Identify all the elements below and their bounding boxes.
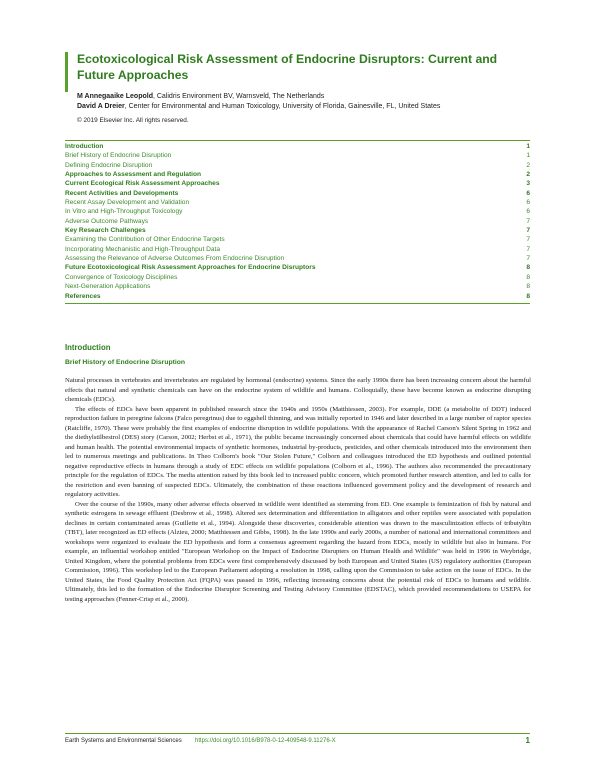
title-accent-bar: [65, 52, 68, 92]
toc-entry-page: 7: [526, 227, 530, 235]
footer-doi-link[interactable]: https://doi.org/10.1016/B978-0-12-409548-9.11276-X: [195, 738, 336, 744]
toc-entry-label: Recent Activities and Developments: [65, 189, 179, 197]
toc-entry-page: 7: [526, 245, 530, 253]
paragraph: Natural processes in vertebrates and invertebrates are regulated by hormonal (endocrine) systems. Since the early 1990s there has been increasing concern about the harmful effects that natural and synthetic chemicals can have on the endocrine system of wildlife and humans. Colloquially, these have become known as endocrine disrupting chemicals (EDCs).: [65, 377, 531, 403]
copyright-notice: © 2019 Elsevier Inc. All rights reserved.: [77, 117, 189, 124]
toc-entry[interactable]: [65, 161, 530, 170]
toc-entry-page: 6: [526, 199, 530, 207]
toc-entry[interactable]: [65, 226, 530, 235]
author-affiliation: , Calidris Environment BV, Warnsveld, The Netherlands: [152, 93, 325, 100]
toc-entry-page: 1: [526, 152, 530, 160]
paragraph: The effects of EDCs have been apparent in published research since the 1940s and 1950s (Matthiessen, 2003). For example, DDE (a metabolite of DDT) induced reproduction failure in peregrine falcons (Falco peregrinus) due to eggshell thinning, and was initially reported in 1946 and later described in a large number of raptor species (Ratcliffe, 1970). These were probably the first examples of endocrine disruption in wildlife populations. With the appearance of Rachel Carson's Silent Spring in 1962 and the diethylstilbestrol (DES) story (Carson, 2002; Herbst et al., 1971), the public became increasingly concerned about chemicals that could have harmful effects on wildlife and human health. The potential environmental impacts of synthetic hormones, industrial by-products, pesticides, and other chemicals introduced into the environment then led to numerous meetings and publications. In Theo Colborn's book "Our Stolen Future," Colborn and colleagues introduced the ED hypothesis and outlined potential negative reproductive effects in humans through a study of EDC effects on wildlife populations (Colborn et al., 1996). The authors also recommended the precautionary principle for the regulation of EDCs. The media attention raised by this book led to increased public concern, which promoted further research attention, and led to calls for the restriction and even banning of suspected EDCs. Ultimately, the combination of these reactions influenced government policy and the development of research and regulatory activities.: [65, 405, 531, 498]
author-line: [77, 102, 547, 112]
toc-entry-page: 8: [526, 283, 530, 291]
toc-entry[interactable]: [65, 217, 530, 226]
section-heading: Introduction: [65, 343, 111, 352]
toc-entry[interactable]: [65, 189, 530, 198]
author-name: M Annegaaike Leopold: [77, 93, 153, 100]
toc-entry-page: 8: [526, 273, 530, 281]
toc-entry-page: 2: [526, 171, 530, 179]
toc-entry-page: 1: [526, 143, 530, 150]
toc-entry-page: 6: [526, 189, 530, 197]
toc-entry-label: Current Ecological Risk Assessment Approaches: [65, 180, 220, 188]
footer-journal: Earth Systems and Environmental Sciences: [65, 738, 182, 744]
toc-entry[interactable]: [65, 273, 530, 282]
toc-entry-label: Incorporating Mechanistic and High-Throughput Data: [65, 245, 221, 253]
toc-entry[interactable]: [65, 151, 530, 160]
toc-entry-label: Assessing the Relevance of Adverse Outcomes From Endocrine Disruption: [65, 255, 285, 263]
toc-entry-label: Future Ecotoxicological Risk Assessment Approaches for Endocrine Disruptors: [65, 264, 316, 272]
subsection-heading: Brief History of Endocrine Disruption: [65, 359, 186, 366]
toc-entry-label: Introduction: [65, 143, 104, 150]
toc-entry[interactable]: [65, 179, 530, 188]
table-of-contents: [65, 140, 530, 304]
toc-entry-page: 3: [526, 180, 530, 188]
toc-entry[interactable]: [65, 170, 530, 179]
toc-entry[interactable]: [65, 245, 530, 254]
author-line: [77, 92, 547, 102]
toc-entry-page: 2: [526, 161, 530, 169]
body-text: [65, 376, 531, 604]
toc-entry-page: 6: [526, 208, 530, 216]
toc-entry[interactable]: [65, 263, 530, 272]
toc-entry[interactable]: [65, 235, 530, 244]
article-title: Ecotoxicological Risk Assessment of Endocrine Disruptors: Current and Future Approaches: [77, 52, 498, 82]
author-affiliation: , Center for Environmental and Human Toxicology, University of Florida, Gainesville, FL, United States: [124, 102, 441, 110]
toc-entry-page: 8: [526, 292, 530, 300]
toc-entry-label: Convergence of Toxicology Disciplines: [65, 273, 178, 281]
toc-entry[interactable]: [65, 282, 530, 291]
toc-entry-page: 8: [526, 264, 530, 272]
toc-entry[interactable]: [65, 207, 530, 216]
toc-entry-label: Brief History of Endocrine Disruption: [65, 152, 172, 160]
toc-entry-label: Key Research Challenges: [65, 227, 146, 235]
page-number: 1: [525, 736, 530, 745]
toc-entry[interactable]: [65, 292, 530, 301]
toc-entry-label: Examining the Contribution of Other Endocrine Targets: [65, 236, 225, 244]
toc-entry-page: 7: [526, 236, 530, 244]
toc-entry-label: References: [65, 292, 101, 300]
toc-entry-label: Adverse Outcome Pathways: [65, 217, 149, 225]
toc-entry-label: Recent Assay Development and Validation: [65, 199, 190, 207]
paragraph: Over the course of the 1990s, many other adverse effects observed in wildlife were identified as stemming from ED. One example is feminization of fish by natural and synthetic estrogens in sewage effluent (Desbrow et al., 1998). Altered sex determination and differentiation in alligators and other reptiles were associated with population declines in certain contaminated areas (Guillette et al., 1994). Alongside these discoveries, considerable attention was drawn to the masculinization effects of tributyltin (TBT), later recognized as ED effects (Alzieu, 2000; Matthiessen and Gibbs, 1998). In the late 1990s and early 2000s, a number of national and international committees and workshops were organized to evaluate the ED hypothesis and form a consensus agreement regarding the hazard from EDCs, mostly in wildlife but also in humans. For example, an influential workshop entitled "European Workshop on the Impact of Endocrine Disrupters on Human Health and Wildlife" was held in 1996 in Weybridge, United Kingdom, where the potential problems from EDCs were first comprehensively discussed by both European and United States (US) regulatory authorities (European Commission, 1996). This workshop led to the European Parliament adopting a resolution in 1998, calling upon the Commission to take action on the issue of EDCs. In the United States, the Food Quality Protection Act (FQPA) was passed in 1996, reflecting increasing concerns about the potential risk of EDCs to humans and wildlife. Ultimately, this led to the formation of the Endocrine Disruptor Screening and Testing Advisory Committee (EDSTAC), which provided recommendations to USEPA for testing approaches (Fenner-Crisp et al., 2000).: [65, 500, 531, 603]
toc-entry-label: Next-Generation Applications: [65, 283, 151, 291]
author-name: David A Dreier: [77, 102, 125, 110]
toc-entry-label: Defining Endocrine Disruption: [65, 161, 153, 169]
toc-entry-label: Approaches to Assessment and Regulation: [65, 171, 202, 179]
toc-entry[interactable]: [65, 254, 530, 263]
toc-entry[interactable]: [65, 142, 530, 151]
toc-entry-page: 7: [526, 255, 530, 263]
footer-rule: [65, 733, 530, 734]
author-list: [77, 92, 547, 111]
toc-entry[interactable]: [65, 198, 530, 207]
toc-entry-label: In Vitro and High-Throughput Toxicology: [65, 208, 183, 216]
toc-entry-page: 7: [526, 217, 530, 225]
